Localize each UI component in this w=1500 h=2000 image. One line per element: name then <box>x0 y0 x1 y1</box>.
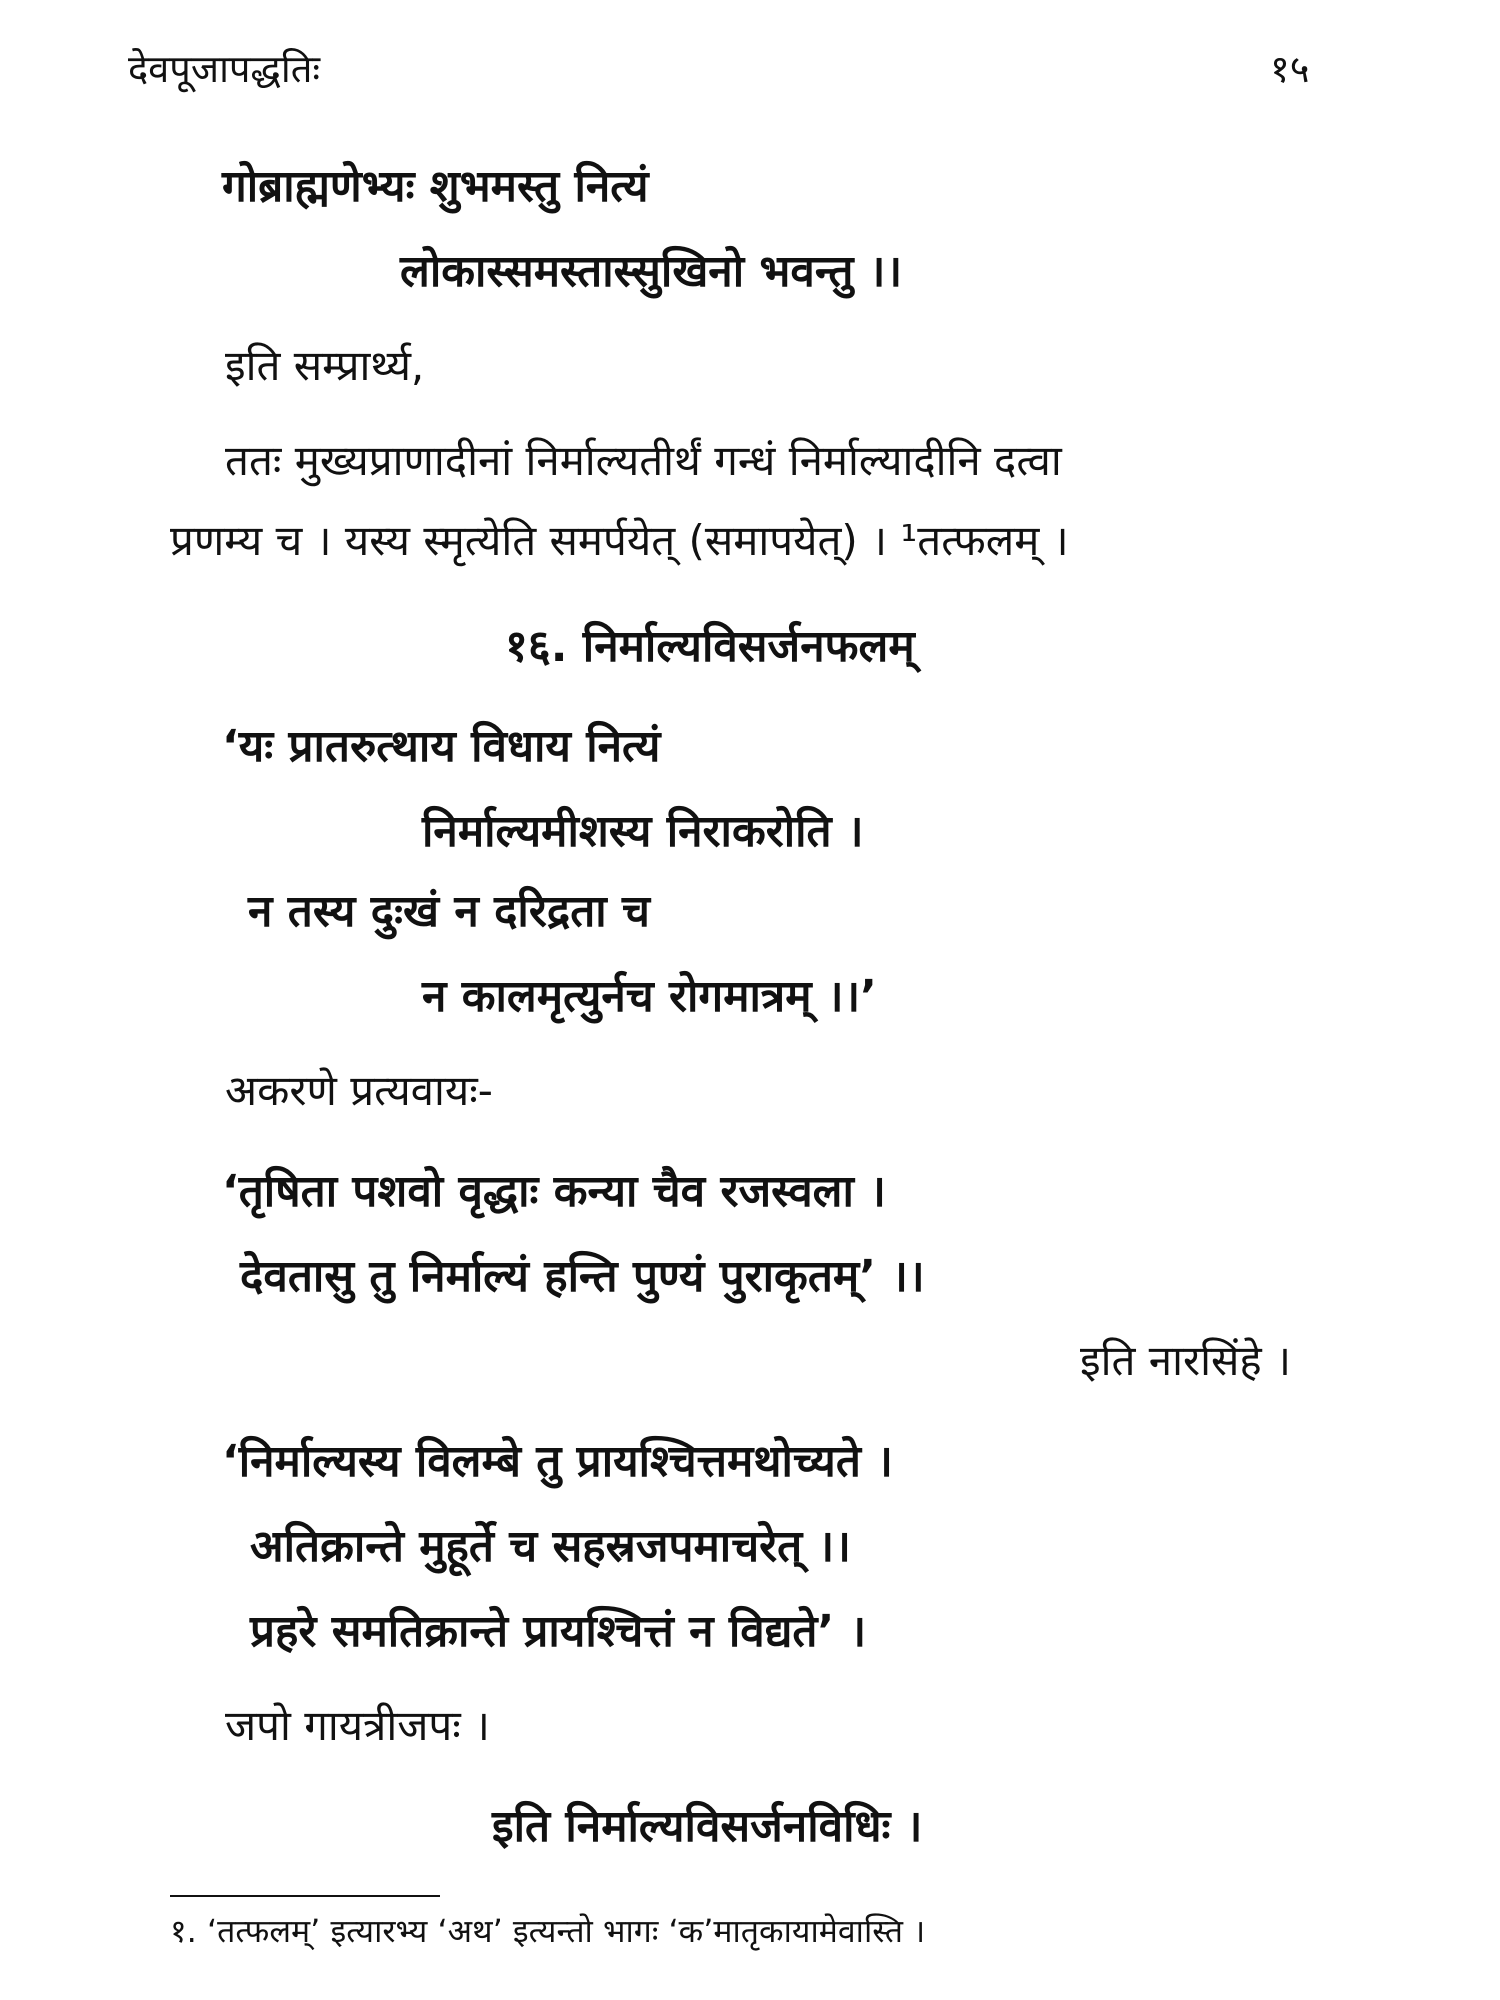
verse-4-line-2: अतिक्रान्ते मुहूर्ते च सहस्रजपमाचरेत् ।। <box>250 1521 851 1572</box>
prose-2-line-1: ततः मुख्यप्राणादीनां निर्माल्यतीर्थं गन्धं निर्माल्यादीनि दत्वा <box>225 436 1062 485</box>
verse-1-line-2: लोकास्समस्तास्सुखिनो भवन्तु ।। <box>400 246 903 297</box>
verse-2-line-3: न तस्य दुःखं न दरिद्रता च <box>248 886 650 937</box>
verse-2-line-2: निर्माल्यमीशस्य निराकरोति । <box>422 806 864 857</box>
footnote-rule <box>170 1895 440 1897</box>
prose-1: इति सम्प्रार्थ्य, <box>225 341 425 390</box>
verse-2-line-1: ‘यः प्रातरुत्थाय विधाय नित्यं <box>222 721 661 772</box>
prose-2-line-2: प्रणम्य च । यस्य स्मृत्येति समर्पयेत् (समापयेत्) । ¹तत्फलम् । <box>170 516 1069 565</box>
page-number: १५ <box>1270 47 1310 91</box>
running-title: देवपूजापद्धतिः <box>128 47 321 91</box>
verse-3-line-1: ‘तृषिता पशवो वृद्धाः कन्या चैव रजस्वला । <box>222 1166 886 1217</box>
footnote: १. ‘तत्फलम्’ इत्यारभ्य ‘अथ’ इत्यन्तो भागः ‘क’मातृकायामेवास्ति । <box>170 1912 926 1950</box>
verse-3-line-2: देवतासु तु निर्माल्यं हन्ति पुण्यं पुराकृतम्’ ।। <box>240 1251 925 1302</box>
verse-4-line-3: प्रहरे समतिक्रान्ते प्रायश्चित्तं न विद्यते’ । <box>250 1606 867 1657</box>
verse-4-line-1: ‘निर्माल्यस्य विलम्बे तु प्रायश्चित्तमथोच्यते । <box>222 1436 893 1487</box>
closing-colophon: इति निर्माल्यविसर्जनविधिः । <box>492 1801 923 1852</box>
verse-2-line-4: न कालमृत्युर्नच रोगमात्रम् ।।’ <box>422 971 877 1022</box>
prose-3: अकरणे प्रत्यवायः- <box>225 1066 493 1115</box>
verse-1-line-1: गोब्राह्मणेभ्यः शुभमस्तु नित्यं <box>222 161 649 212</box>
prose-4: जपो गायत्रीजपः । <box>225 1701 490 1750</box>
attribution: इति नारसिंहे । <box>1080 1336 1291 1385</box>
section-heading: १६. निर्माल्यविसर्जनफलम् <box>505 621 915 672</box>
